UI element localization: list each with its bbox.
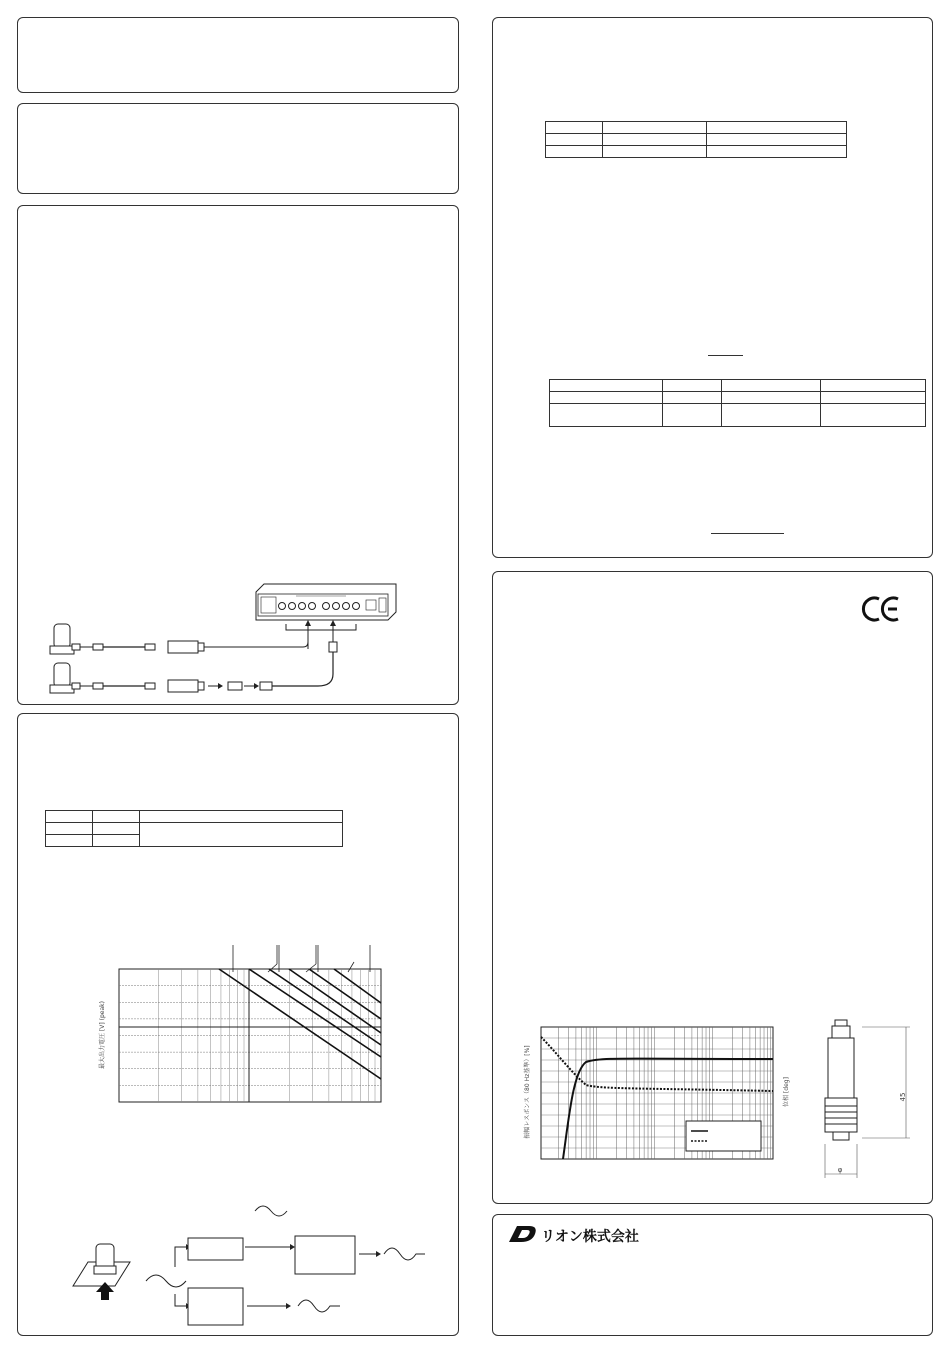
panel-top-2 [17,103,459,194]
max-output-ylabel: 最大出力電圧 [V] (peak) [99,1001,106,1069]
max-output-chart [18,714,460,1337]
underline-2 [711,533,784,534]
processor-unit [256,584,396,620]
spec-table-1 [545,121,847,158]
frequency-response-chart [493,572,934,1205]
spec-table-2 [549,379,926,427]
amplitude-ylabel: 振幅レスポンス（80 Hz基準）[%] [524,1045,531,1139]
panel-connection [17,205,459,705]
panel-company [492,1214,933,1336]
panel-top-1 [17,17,459,93]
signal-block-diagram [73,1206,425,1325]
company-name: リオン株式会社 [541,1229,639,1245]
height-label: 45 [899,1092,907,1102]
underline-1 [708,355,743,356]
diameter-label: φ [837,1166,843,1174]
sensor-drawing [825,1020,910,1178]
panel-output [17,713,459,1336]
panel-spec [492,17,933,558]
panel-characteristics [492,571,933,1204]
connection-diagram [18,206,460,706]
phase-ylabel: 位相 [deg] [783,1077,790,1107]
company-logo-icon [507,1224,539,1244]
accelerometer-2 [50,663,80,693]
accelerometer-1 [50,624,80,654]
